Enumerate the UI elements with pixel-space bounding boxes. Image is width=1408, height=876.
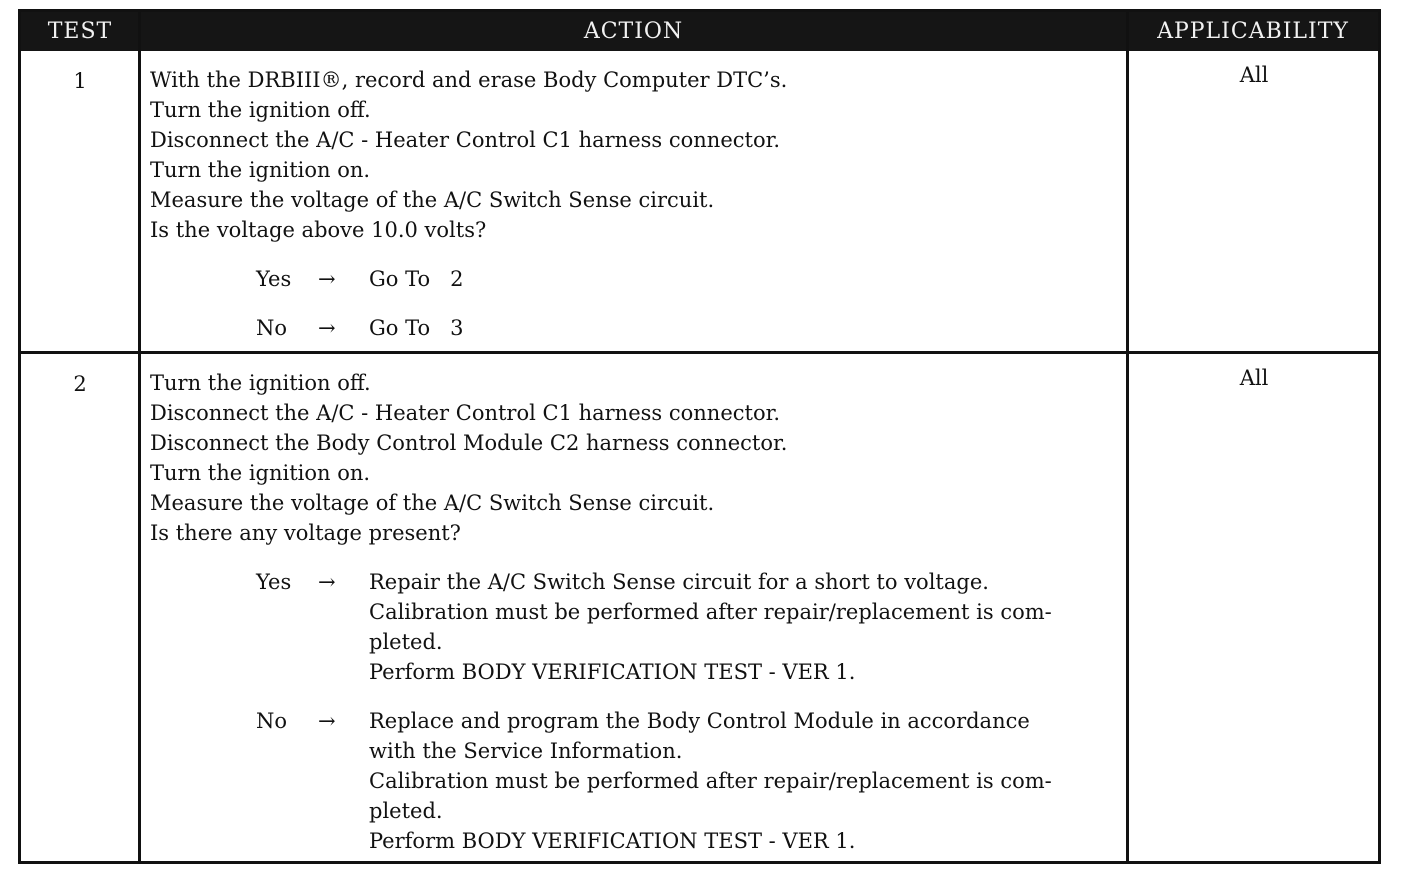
test-number: 1 bbox=[73, 69, 87, 93]
test-number: 2 bbox=[73, 372, 87, 396]
table-header bbox=[21, 12, 1378, 51]
step-line: Turn the ignition on. bbox=[150, 461, 371, 485]
header-applicability: APPLICABILITY bbox=[1157, 19, 1349, 44]
action-cell bbox=[150, 65, 1120, 343]
arrow-icon: → bbox=[318, 267, 336, 291]
instruction-line: Calibration must be performed after repair/replacement is com- bbox=[369, 769, 1052, 793]
step-line: Measure the voltage of the A/C Switch Sense circuit. bbox=[150, 491, 715, 515]
instruction-line: Repair the A/C Switch Sense circuit for a short to voltage. bbox=[369, 570, 989, 594]
applicability-cell: All bbox=[1239, 63, 1269, 87]
step-line: Is there any voltage present? bbox=[150, 521, 461, 545]
table-row bbox=[21, 51, 1378, 353]
step-line: Disconnect the Body Control Module C2 harness connector. bbox=[150, 431, 788, 455]
step-line: With the DRBIII®, record and erase Body Computer DTC’s. bbox=[150, 68, 788, 92]
step-line: Measure the voltage of the A/C Switch Sense circuit. bbox=[150, 188, 715, 212]
instruction-line: pleted. bbox=[369, 630, 443, 654]
instruction-line: Replace and program the Body Control Module in accordance bbox=[369, 709, 1030, 733]
step-line: Turn the ignition off. bbox=[150, 98, 371, 122]
applicability-cell: All bbox=[1239, 366, 1269, 390]
yes-result bbox=[150, 264, 1120, 294]
step-line: Disconnect the A/C - Heater Control C1 harness connector. bbox=[150, 401, 780, 425]
instruction-line: Perform BODY VERIFICATION TEST - VER 1. bbox=[369, 660, 856, 684]
instruction-line: with the Service Information. bbox=[369, 739, 683, 763]
header-test: TEST bbox=[47, 19, 113, 44]
arrow-icon: → bbox=[318, 709, 336, 733]
arrow-icon: → bbox=[318, 570, 336, 594]
no-instructions bbox=[369, 706, 1121, 856]
no-goto: Go To 3 bbox=[369, 316, 464, 340]
instruction-line: Calibration must be performed after repair/replacement is com- bbox=[369, 600, 1052, 624]
no-label: No bbox=[256, 709, 288, 733]
yes-instructions bbox=[369, 567, 1121, 687]
yes-label: Yes bbox=[256, 570, 292, 594]
step-line: Disconnect the A/C - Heater Control C1 harness connector. bbox=[150, 128, 780, 152]
arrow-icon: → bbox=[318, 316, 336, 340]
action-cell bbox=[150, 368, 1120, 856]
yes-goto: Go To 2 bbox=[369, 267, 464, 291]
diagnostic-test-table bbox=[18, 9, 1381, 864]
header-action: ACTION bbox=[583, 19, 684, 44]
table-row bbox=[21, 354, 1378, 861]
step-line: Turn the ignition off. bbox=[150, 371, 371, 395]
instruction-line: pleted. bbox=[369, 799, 443, 823]
yes-result bbox=[150, 567, 1120, 687]
no-result bbox=[150, 706, 1120, 856]
no-label: No bbox=[256, 316, 288, 340]
step-line: Turn the ignition on. bbox=[150, 158, 371, 182]
no-result bbox=[150, 313, 1120, 343]
instruction-line: Perform BODY VERIFICATION TEST - VER 1. bbox=[369, 829, 856, 853]
step-line: Is the voltage above 10.0 volts? bbox=[150, 218, 487, 242]
yes-label: Yes bbox=[256, 267, 292, 291]
